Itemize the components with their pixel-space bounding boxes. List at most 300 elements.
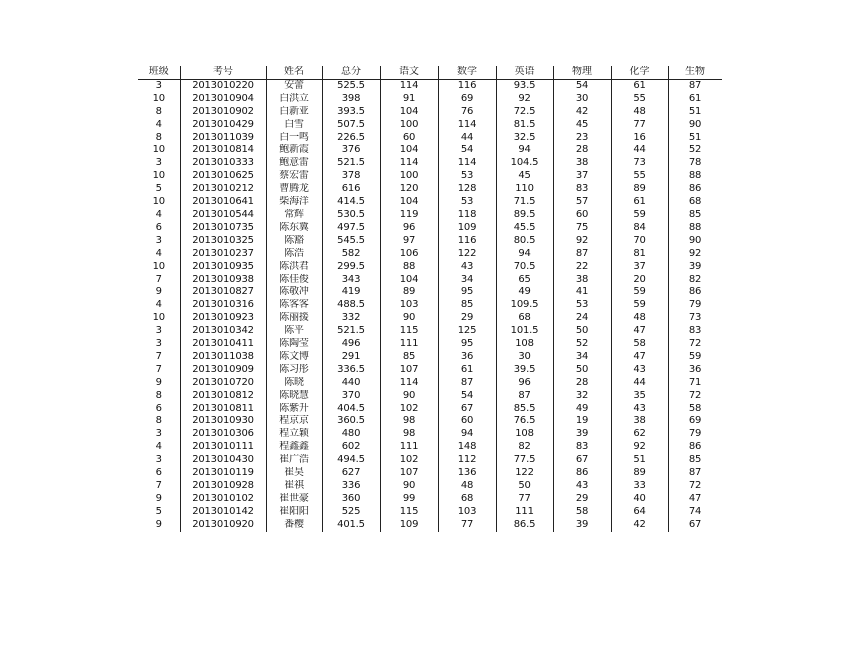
cell-english: 86.5 [496,519,553,532]
table-row [138,106,722,119]
cell-class: 3 [155,79,162,91]
cell-physics: 38 [553,157,611,170]
table-row [138,132,722,145]
table-row [138,312,722,325]
cell-chemistry: 51 [611,454,668,467]
cell-total: 602 [322,441,380,454]
table-row [138,390,722,403]
cell-math: 54 [438,144,496,157]
cell-exam-id: 2013010735 [180,222,266,235]
cell-physics: 43 [553,480,611,493]
cell-physics: 38 [553,274,611,287]
cell-exam-id: 2013010928 [180,480,266,493]
cell-name: 陈习彤 [266,364,322,377]
cell-class: 6 [155,402,162,414]
cell-class: 8 [155,105,162,117]
cell-math: 43 [438,261,496,274]
cell-name: 白雪 [266,119,322,132]
header-english: 英语 [496,66,553,79]
cell-english: 39.5 [496,364,553,377]
table-row [138,274,722,287]
cell-exam-id: 2013010430 [180,454,266,467]
cell-physics: 58 [553,506,611,519]
cell-english: 96 [496,377,553,390]
table-row [138,338,722,351]
cell-biology: 68 [668,196,722,209]
cell-chemistry: 92 [611,441,668,454]
cell-total: 370 [322,390,380,403]
table-row [138,248,722,261]
cell-physics: 60 [553,209,611,222]
cell-physics: 39 [553,428,611,441]
cell-total: 336.5 [322,364,380,377]
cell-name: 蔡宏雷 [266,170,322,183]
cell-total: 419 [322,286,380,299]
cell-english: 89.5 [496,209,553,222]
cell-chinese: 111 [380,441,438,454]
cell-math: 85 [438,299,496,312]
cell-chemistry: 59 [611,299,668,312]
cell-name: 陈晓慧 [266,390,322,403]
cell-chinese: 115 [380,506,438,519]
cell-chemistry: 40 [611,493,668,506]
cell-total: 378 [322,170,380,183]
cell-chemistry: 43 [611,403,668,416]
cell-english: 101.5 [496,325,553,338]
cell-physics: 67 [553,454,611,467]
cell-math: 118 [438,209,496,222]
cell-physics: 57 [553,196,611,209]
cell-physics: 53 [553,299,611,312]
cell-exam-id: 2013010811 [180,403,266,416]
cell-physics: 22 [553,261,611,274]
cell-name: 崔祺 [266,480,322,493]
cell-exam-id: 2013010625 [180,170,266,183]
cell-biology: 79 [668,428,722,441]
cell-english: 109.5 [496,299,553,312]
table-row [138,454,722,467]
cell-exam-id: 2013010641 [180,196,266,209]
spreadsheet [138,66,722,578]
cell-english: 93.5 [496,79,553,92]
cell-english: 76.5 [496,415,553,428]
cell-physics: 37 [553,170,611,183]
cell-total: 496 [322,338,380,351]
cell-total: 376 [322,144,380,157]
cell-class: 10 [152,144,165,156]
cell-biology: 92 [668,248,722,261]
cell-biology: 82 [668,274,722,287]
cell-math: 54 [438,390,496,403]
cell-chinese: 98 [380,415,438,428]
cell-chemistry: 55 [611,93,668,106]
cell-math: 34 [438,274,496,287]
cell-exam-id: 2013010102 [180,493,266,506]
cell-math: 128 [438,183,496,196]
cell-exam-id: 2013010827 [180,286,266,299]
cell-name: 安蕾 [266,79,322,92]
header-chinese: 语文 [380,66,438,79]
cell-math: 76 [438,106,496,119]
cell-chemistry: 70 [611,235,668,248]
cell-class: 8 [155,389,162,401]
table-row [138,79,722,92]
cell-class: 7 [155,273,162,285]
cell-total: 480 [322,428,380,441]
cell-math: 60 [438,415,496,428]
cell-biology: 73 [668,312,722,325]
cell-english: 108 [496,338,553,351]
cell-physics: 92 [553,235,611,248]
cell-chemistry: 48 [611,106,668,119]
cell-class: 4 [155,208,162,220]
cell-biology: 79 [668,299,722,312]
cell-biology: 90 [668,235,722,248]
cell-physics: 34 [553,351,611,364]
cell-exam-id: 2013011038 [180,351,266,364]
cell-name: 崔昊 [266,467,322,480]
cell-biology: 59 [668,351,722,364]
cell-math: 122 [438,248,496,261]
cell-physics: 24 [553,312,611,325]
cell-english: 87 [496,390,553,403]
cell-chinese: 104 [380,144,438,157]
cell-chinese: 100 [380,170,438,183]
cell-total: 360 [322,493,380,506]
cell-english: 110 [496,183,553,196]
cell-class: 4 [155,247,162,259]
cell-chinese: 90 [380,312,438,325]
table-row [138,196,722,209]
cell-english: 94 [496,144,553,157]
cell-english: 32.5 [496,132,553,145]
cell-class: 10 [152,170,165,182]
cell-chemistry: 20 [611,274,668,287]
cell-math: 53 [438,196,496,209]
cell-name: 陈陶莹 [266,338,322,351]
cell-name: 陈豁 [266,235,322,248]
cell-math: 116 [438,79,496,92]
cell-total: 332 [322,312,380,325]
table-row [138,403,722,416]
cell-total: 336 [322,480,380,493]
header-name: 姓名 [266,66,322,79]
cell-biology: 58 [668,403,722,416]
cell-class: 8 [155,131,162,143]
cell-chemistry: 35 [611,390,668,403]
table-row [138,93,722,106]
table-row [138,519,722,532]
cell-english: 77 [496,493,553,506]
cell-english: 81.5 [496,119,553,132]
cell-chinese: 109 [380,519,438,532]
cell-math: 109 [438,222,496,235]
cell-biology: 87 [668,79,722,92]
table-row [138,222,722,235]
cell-total: 521.5 [322,325,380,338]
cell-math: 69 [438,93,496,106]
cell-chemistry: 89 [611,183,668,196]
cell-chinese: 102 [380,454,438,467]
cell-total: 488.5 [322,299,380,312]
cell-physics: 45 [553,119,611,132]
cell-biology: 86 [668,286,722,299]
cell-total: 545.5 [322,235,380,248]
cell-chemistry: 59 [611,286,668,299]
cell-math: 29 [438,312,496,325]
cell-chemistry: 33 [611,480,668,493]
cell-physics: 54 [553,79,611,92]
cell-biology: 86 [668,441,722,454]
cell-biology: 39 [668,261,722,274]
cell-class: 9 [155,286,162,298]
cell-biology: 72 [668,390,722,403]
cell-english: 68 [496,312,553,325]
header-biology: 生物 [668,66,722,79]
cell-math: 87 [438,377,496,390]
cell-biology: 51 [668,132,722,145]
cell-class: 9 [155,376,162,388]
cell-english: 65 [496,274,553,287]
cell-class: 10 [152,312,165,324]
table-row [138,377,722,390]
cell-name: 程立颖 [266,428,322,441]
cell-exam-id: 2013010812 [180,390,266,403]
cell-total: 525 [322,506,380,519]
cell-chemistry: 42 [611,519,668,532]
cell-chemistry: 37 [611,261,668,274]
cell-class: 3 [155,338,162,350]
table-row [138,157,722,170]
cell-class: 5 [155,505,162,517]
cell-english: 70.5 [496,261,553,274]
cell-exam-id: 2013010212 [180,183,266,196]
cell-class: 10 [152,196,165,208]
cell-exam-id: 2013010333 [180,157,266,170]
cell-name: 白一鸣 [266,132,322,145]
cell-chinese: 96 [380,222,438,235]
cell-exam-id: 2013010429 [180,119,266,132]
cell-name: 陈晓 [266,377,322,390]
cell-math: 77 [438,519,496,532]
cell-exam-id: 2013010909 [180,364,266,377]
cell-name: 陈敬冲 [266,286,322,299]
cell-chemistry: 47 [611,351,668,364]
cell-biology: 61 [668,93,722,106]
cell-biology: 83 [668,325,722,338]
cell-physics: 87 [553,248,611,261]
cell-math: 94 [438,428,496,441]
cell-chemistry: 47 [611,325,668,338]
table-row [138,286,722,299]
table-row [138,364,722,377]
cell-name: 陈客客 [266,299,322,312]
cell-english: 104.5 [496,157,553,170]
cell-chemistry: 73 [611,157,668,170]
cell-exam-id: 2013010342 [180,325,266,338]
cell-chinese: 104 [380,274,438,287]
cell-math: 44 [438,132,496,145]
cell-physics: 83 [553,183,611,196]
cell-chinese: 90 [380,480,438,493]
header-math: 数学 [438,66,496,79]
cell-exam-id: 2013010220 [180,79,266,92]
cell-chemistry: 59 [611,209,668,222]
cell-math: 114 [438,157,496,170]
cell-name: 崔阳阳 [266,506,322,519]
cell-chinese: 115 [380,325,438,338]
header-exam-id: 考号 [180,66,266,79]
cell-math: 95 [438,286,496,299]
cell-physics: 30 [553,93,611,106]
cell-class: 7 [155,480,162,491]
cell-exam-id: 2013010923 [180,312,266,325]
cell-chinese: 107 [380,364,438,377]
cell-chemistry: 38 [611,415,668,428]
cell-name: 崔广浩 [266,454,322,467]
cell-biology: 51 [668,106,722,119]
cell-biology: 71 [668,377,722,390]
cell-chemistry: 43 [611,364,668,377]
cell-physics: 29 [553,493,611,506]
cell-english: 92 [496,93,553,106]
cell-chinese: 91 [380,93,438,106]
cell-exam-id: 2013010920 [180,519,266,532]
cell-english: 49 [496,286,553,299]
cell-class: 9 [155,492,162,504]
cell-class: 6 [155,467,162,479]
cell-total: 616 [322,183,380,196]
cell-physics: 83 [553,441,611,454]
cell-math: 61 [438,364,496,377]
cell-english: 94 [496,248,553,261]
cell-physics: 86 [553,467,611,480]
cell-exam-id: 2013010411 [180,338,266,351]
cell-biology: 52 [668,144,722,157]
cell-class: 7 [155,363,162,375]
header-row [138,66,722,79]
cell-name: 白洪立 [266,93,322,106]
cell-chemistry: 62 [611,428,668,441]
table-row [138,209,722,222]
cell-exam-id: 2013010904 [180,93,266,106]
table-row [138,183,722,196]
cell-exam-id: 2013010316 [180,299,266,312]
cell-name: 陈佳俊 [266,274,322,287]
cell-total: 299.5 [322,261,380,274]
cell-chinese: 119 [380,209,438,222]
header-chemistry: 化学 [611,66,668,79]
cell-biology: 88 [668,222,722,235]
cell-math: 36 [438,351,496,364]
cell-english: 30 [496,351,553,364]
cell-total: 440 [322,377,380,390]
cell-chinese: 85 [380,351,438,364]
table-row [138,170,722,183]
cell-math: 136 [438,467,496,480]
cell-class: 3 [155,234,162,246]
cell-total: 393.5 [322,106,380,119]
cell-physics: 42 [553,106,611,119]
cell-chinese: 99 [380,493,438,506]
table-row [138,119,722,132]
cell-chinese: 104 [380,106,438,119]
cell-chinese: 98 [380,428,438,441]
table-row [138,428,722,441]
cell-chinese: 60 [380,132,438,145]
cell-biology: 87 [668,467,722,480]
cell-biology: 74 [668,506,722,519]
cell-math: 53 [438,170,496,183]
cell-biology: 67 [668,519,722,532]
table-row [138,261,722,274]
table-row [138,493,722,506]
cell-chemistry: 44 [611,377,668,390]
cell-total: 291 [322,351,380,364]
cell-biology: 85 [668,209,722,222]
cell-physics: 52 [553,338,611,351]
cell-class: 4 [155,441,162,453]
cell-chinese: 107 [380,467,438,480]
cell-chemistry: 58 [611,338,668,351]
table-row [138,480,722,493]
cell-name: 陈平 [266,325,322,338]
cell-english: 85.5 [496,403,553,416]
header-total: 总分 [322,66,380,79]
cell-exam-id: 2013010930 [180,415,266,428]
cell-english: 50 [496,480,553,493]
cell-total: 507.5 [322,119,380,132]
cell-biology: 78 [668,157,722,170]
cell-chinese: 114 [380,377,438,390]
cell-class: 9 [155,518,162,530]
header-class: 班级 [138,66,180,79]
cell-name: 番樱 [266,519,322,532]
cell-chemistry: 44 [611,144,668,157]
cell-chinese: 111 [380,338,438,351]
cell-total: 525.5 [322,79,380,92]
cell-english: 71.5 [496,196,553,209]
cell-physics: 19 [553,415,611,428]
cell-total: 521.5 [322,157,380,170]
cell-physics: 50 [553,325,611,338]
cell-exam-id: 2013010306 [180,428,266,441]
cell-exam-id: 2013010111 [180,441,266,454]
cell-physics: 28 [553,377,611,390]
cell-name: 常辉 [266,209,322,222]
cell-math: 114 [438,119,496,132]
cell-class: 5 [155,183,162,195]
cell-chemistry: 77 [611,119,668,132]
cell-physics: 50 [553,364,611,377]
cell-chinese: 106 [380,248,438,261]
cell-name: 程鑫鑫 [266,441,322,454]
cell-class: 3 [155,157,162,169]
cell-exam-id: 2013010325 [180,235,266,248]
cell-name: 陈文博 [266,351,322,364]
cell-english: 45.5 [496,222,553,235]
cell-biology: 72 [668,338,722,351]
cell-exam-id: 2013010814 [180,144,266,157]
cell-name: 陈紫升 [266,403,322,416]
table-row [138,506,722,519]
cell-chinese: 104 [380,196,438,209]
cell-math: 103 [438,506,496,519]
cell-english: 111 [496,506,553,519]
cell-math: 68 [438,493,496,506]
cell-total: 343 [322,274,380,287]
cell-chinese: 89 [380,286,438,299]
